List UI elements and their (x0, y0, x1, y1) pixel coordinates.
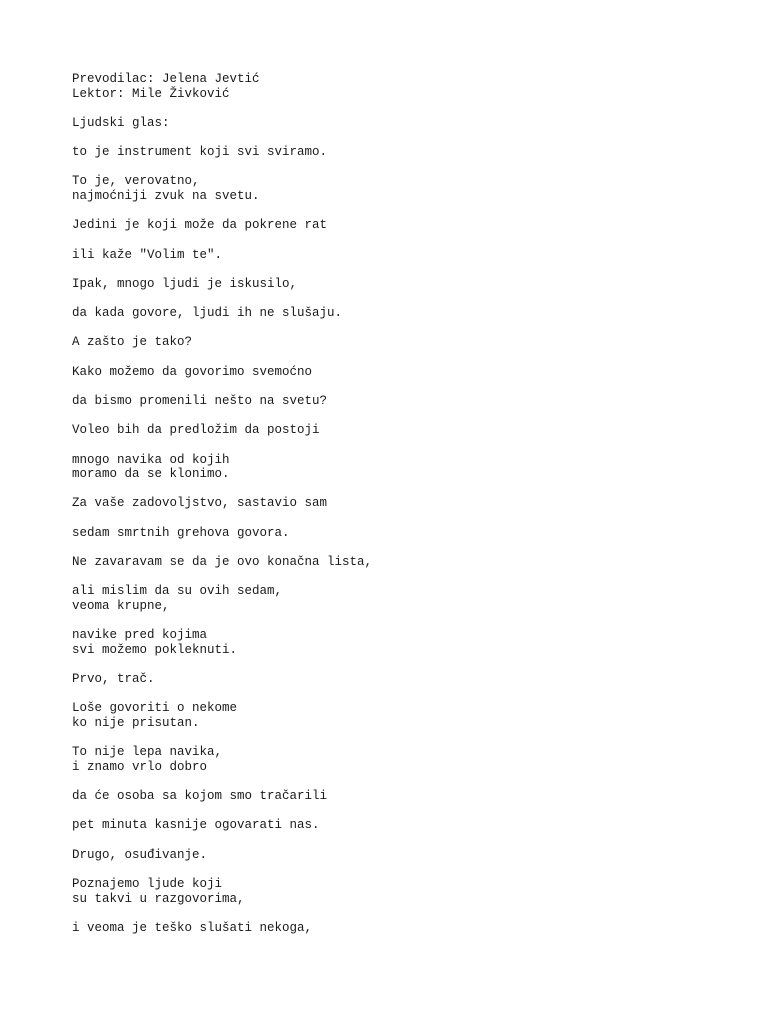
text-line: to je instrument koji svi sviramo. (72, 145, 328, 160)
text-paragraph (72, 877, 732, 906)
text-paragraph (72, 921, 732, 936)
text-paragraph (72, 335, 732, 350)
text-line: da bismo promenili nešto na svetu? (72, 394, 328, 408)
text-paragraph (72, 218, 732, 233)
text-line: Lektor: Mile Živković (72, 86, 230, 101)
text-line: najmoćniji zvuk na svetu. (72, 189, 260, 204)
text-line: Voleo bih da predložim da postoji (72, 423, 320, 438)
text-paragraph (72, 174, 732, 203)
text-paragraph (72, 72, 732, 101)
document-page (72, 72, 732, 950)
text-line: Ne zavaravam se da je ovo konačna lista, (72, 555, 373, 569)
text-paragraph (72, 789, 732, 804)
text-line: Ipak, mnogo ljudi je iskusilo, (72, 276, 298, 291)
text-line: A zašto je tako? (72, 335, 193, 350)
text-line: Jedini je koji može da pokrene rat (72, 218, 328, 233)
text-paragraph (72, 248, 732, 263)
text-line: Kako možemo da govorimo svemoćno (72, 364, 313, 379)
text-line: i veoma je teško slušati nekoga, (72, 920, 313, 935)
text-line: Prevodilac: Jelena Jevtić (72, 72, 260, 86)
text-paragraph (72, 365, 732, 380)
text-paragraph (72, 628, 732, 657)
text-line: moramo da se klonimo. (72, 467, 230, 482)
text-paragraph (72, 453, 732, 482)
text-line: ko nije prisutan. (72, 715, 200, 730)
text-paragraph (72, 701, 732, 730)
text-paragraph (72, 394, 732, 409)
text-line: da kada govore, ljudi ih ne slušaju. (72, 306, 343, 321)
text-line: pet minuta kasnije ogovarati nas. (72, 818, 320, 833)
text-line: i znamo vrlo dobro (72, 759, 208, 774)
text-paragraph (72, 496, 732, 511)
text-paragraph (72, 306, 732, 321)
text-line: svi možemo pokleknuti. (72, 642, 238, 657)
text-paragraph (72, 277, 732, 292)
text-paragraph (72, 818, 732, 833)
text-paragraph (72, 745, 732, 774)
text-paragraph (72, 423, 732, 438)
text-line: Za vaše zadovoljstvo, sastavio sam (72, 496, 328, 511)
text-line: To je, verovatno, (72, 174, 200, 189)
text-line: Poznajemo ljude koji (72, 876, 223, 891)
text-line: Prvo, trač. (72, 672, 155, 687)
text-line: Loše govoriti o nekome (72, 701, 238, 716)
text-line: Drugo, osuđivanje. (72, 847, 208, 862)
text-paragraph (72, 584, 732, 613)
text-line: sedam smrtnih grehova govora. (72, 525, 290, 540)
text-paragraph (72, 145, 732, 160)
text-line: veoma krupne, (72, 598, 170, 613)
text-line: da će osoba sa kojom smo tračarili (72, 789, 328, 804)
text-line: navike pred kojima (72, 628, 208, 643)
text-paragraph (72, 116, 732, 131)
text-line: To nije lepa navika, (72, 745, 223, 760)
text-line: su takvi u razgovorima, (72, 891, 245, 906)
text-line: ili kaže "Volim te". (72, 247, 223, 262)
text-paragraph (72, 672, 732, 687)
text-paragraph (72, 526, 732, 541)
text-line: ali mislim da su ovih sedam, (72, 584, 283, 599)
text-line: Ljudski glas: (72, 115, 170, 130)
text-paragraph (72, 848, 732, 863)
text-paragraph (72, 555, 732, 570)
text-line: mnogo navika od kojih (72, 452, 230, 467)
